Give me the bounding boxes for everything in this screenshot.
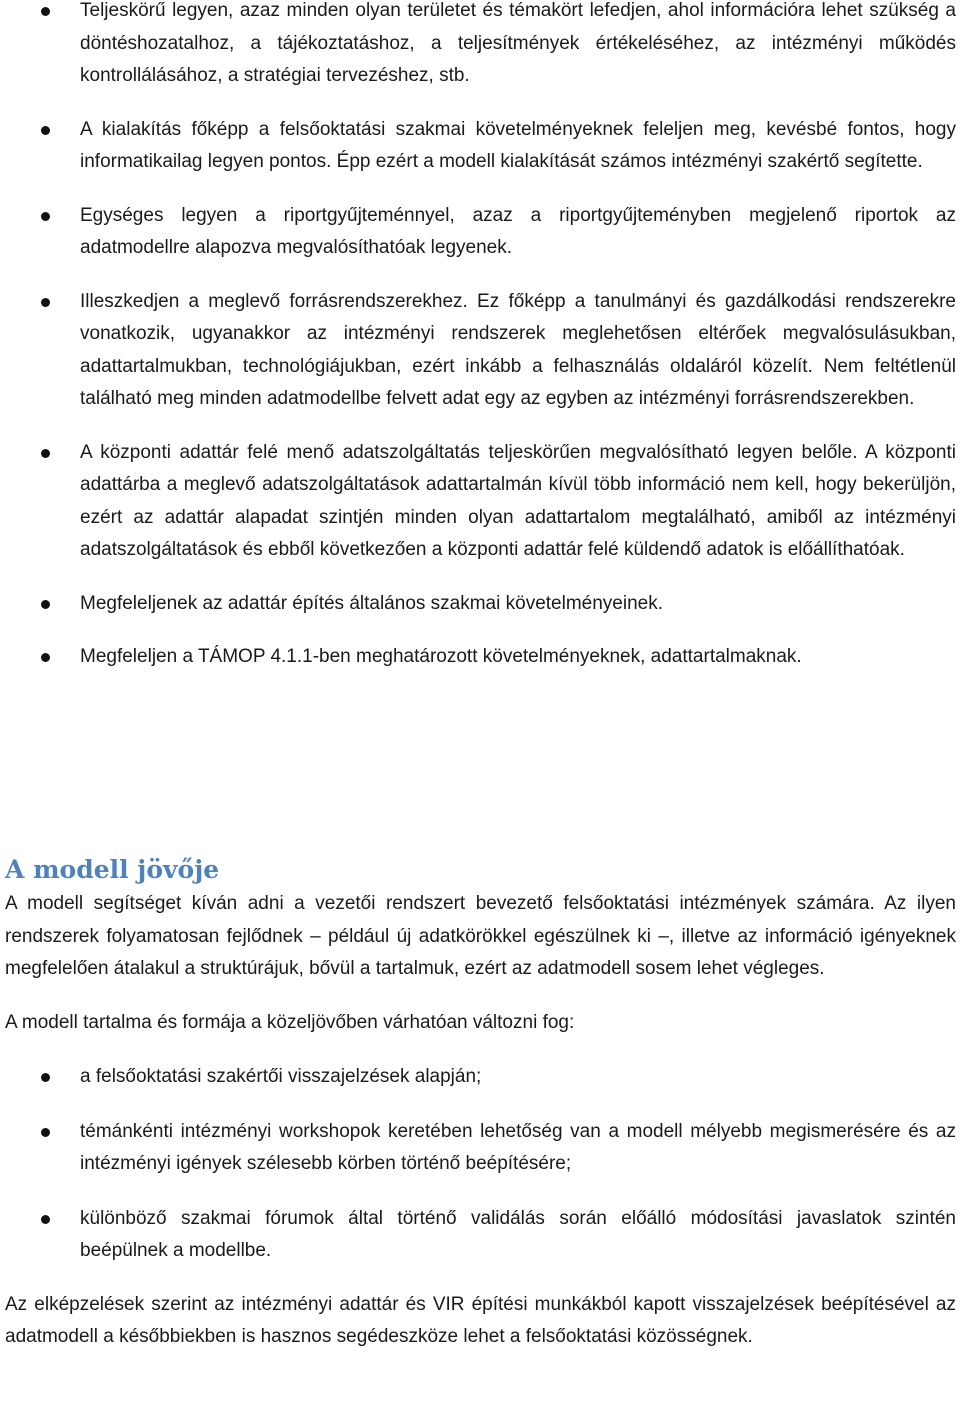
bullet-dot-icon [41, 600, 50, 609]
paragraph-intro: A modell segítséget kíván adni a vezetői rendszert bevezető felsőoktatási intézmények számára. Az ilyen rendszerek folyamatosan fejlődnek – például új adatkörökkel egészülnek ki –, illetve az információ igényeknek megfelelően átalakul a struktúrájuk, bővül a tartalmuk, ezért az adatmodell sosem lehet végleges. [5, 893, 956, 979]
list-item [0, 1061, 960, 1094]
list-item-text: Teljeskörű legyen, azaz minden olyan területet és témakört lefedjen, ahol információra lehet szükség a döntéshozatalhoz, a tájékoztatáshoz, a teljesítmények értékeléséhez, az intézményi működés kontrollálásához, a stratégiai tervezéshez, stb. [80, 0, 956, 86]
list-item [0, 114, 960, 179]
list-item [0, 0, 960, 93]
section-body [0, 888, 960, 1354]
list-item-text: Megfeleljenek az adattár építés általános szakmai követelményeinek. [80, 592, 663, 614]
requirements-list [0, 0, 960, 674]
list-item-text: a felsőoktatási szakértői visszajelzések alapján; [80, 1066, 482, 1087]
paragraph-change-lead: A modell tartalma és formája a közeljövőben várhatóan változni fog: [5, 1011, 575, 1033]
list-item [0, 641, 960, 674]
bullet-dot-icon [41, 126, 50, 135]
list-item-text: témánkénti intézményi workshopok keretében lehetőség van a modell mélyebb megismerésére és az intézményi igények szélesebb körben történő beépítésére; [80, 1120, 956, 1174]
list-item-text: Egységes legyen a riportgyűjteménnyel, azaz a riportgyűjteményben megjelenő riportok az adatmodellre alapozva megvalósíthatóak legyenek. [80, 204, 956, 258]
section-heading: A modell jövője [5, 855, 220, 884]
list-item [0, 1203, 960, 1268]
change-list [0, 1061, 960, 1268]
bullet-dot-icon [41, 7, 50, 16]
list-item [0, 588, 960, 621]
bullet-dot-icon [41, 449, 50, 458]
list-item [0, 1116, 960, 1181]
list-item [0, 286, 960, 416]
list-item-text: A kialakítás főképp a felsőoktatási szakmai követelményeknek feleljen meg, kevésbé fontos, hogy informatikailag legyen pontos. Épp ezért a modell kialakítását számos intézményi szakértő segítette. [80, 118, 956, 172]
paragraph-conclusion: Az elképzelések szerint az intézményi adattár és VIR építési munkákból kapott visszajelzések beépítésével az adatmodell a későbbiekben is hasznos segédeszköze lehet a felsőoktatási közösségnek. [5, 1293, 956, 1347]
list-item [0, 200, 960, 265]
bullet-dot-icon [41, 1128, 50, 1137]
bullet-dot-icon [41, 653, 50, 662]
list-item-text: Megfeleljen a TÁMOP 4.1.1-ben meghatározott követelményeknek, adattartalmaknak. [80, 646, 802, 667]
bullet-dot-icon [41, 298, 50, 307]
bullet-dot-icon [41, 1073, 50, 1082]
bullet-dot-icon [41, 1215, 50, 1224]
list-item-text: különböző szakmai fórumok által történő validálás során előálló módosítási javaslatok szintén beépülnek a modellbe. [80, 1207, 956, 1261]
list-item [0, 437, 960, 567]
list-item-text: A központi adattár felé menő adatszolgáltatás teljeskörűen megvalósítható legyen belőle. A központi adattárba a meglevő adatszolgáltatások adattartalmán kívül több információ nem kell, hogy bekerüljön, ezért az adattár alapadat szintjén minden olyan adattartalom megtalálható, amiből az intézményi adatszolgáltatások és ebből következően a központi adattár felé küldendő adatok is előállíthatóak. [80, 441, 956, 560]
bullet-dot-icon [41, 212, 50, 221]
list-item-text: Illeszkedjen a meglevő forrásrendszerekhez. Ez főképp a tanulmányi és gazdálkodási rendszerekre vonatkozik, ugyanakkor az intézményi rendszerek meglehetősen eltérőek megvalósulásukban, adattartalmukban, technológiájukban, ezért inkább a felhasználás oldaláról közelít. Nem feltétlenül található meg minden adatmodellbe felvett adat egy az egyben az intézményi forrásrendszerekben. [80, 290, 956, 409]
